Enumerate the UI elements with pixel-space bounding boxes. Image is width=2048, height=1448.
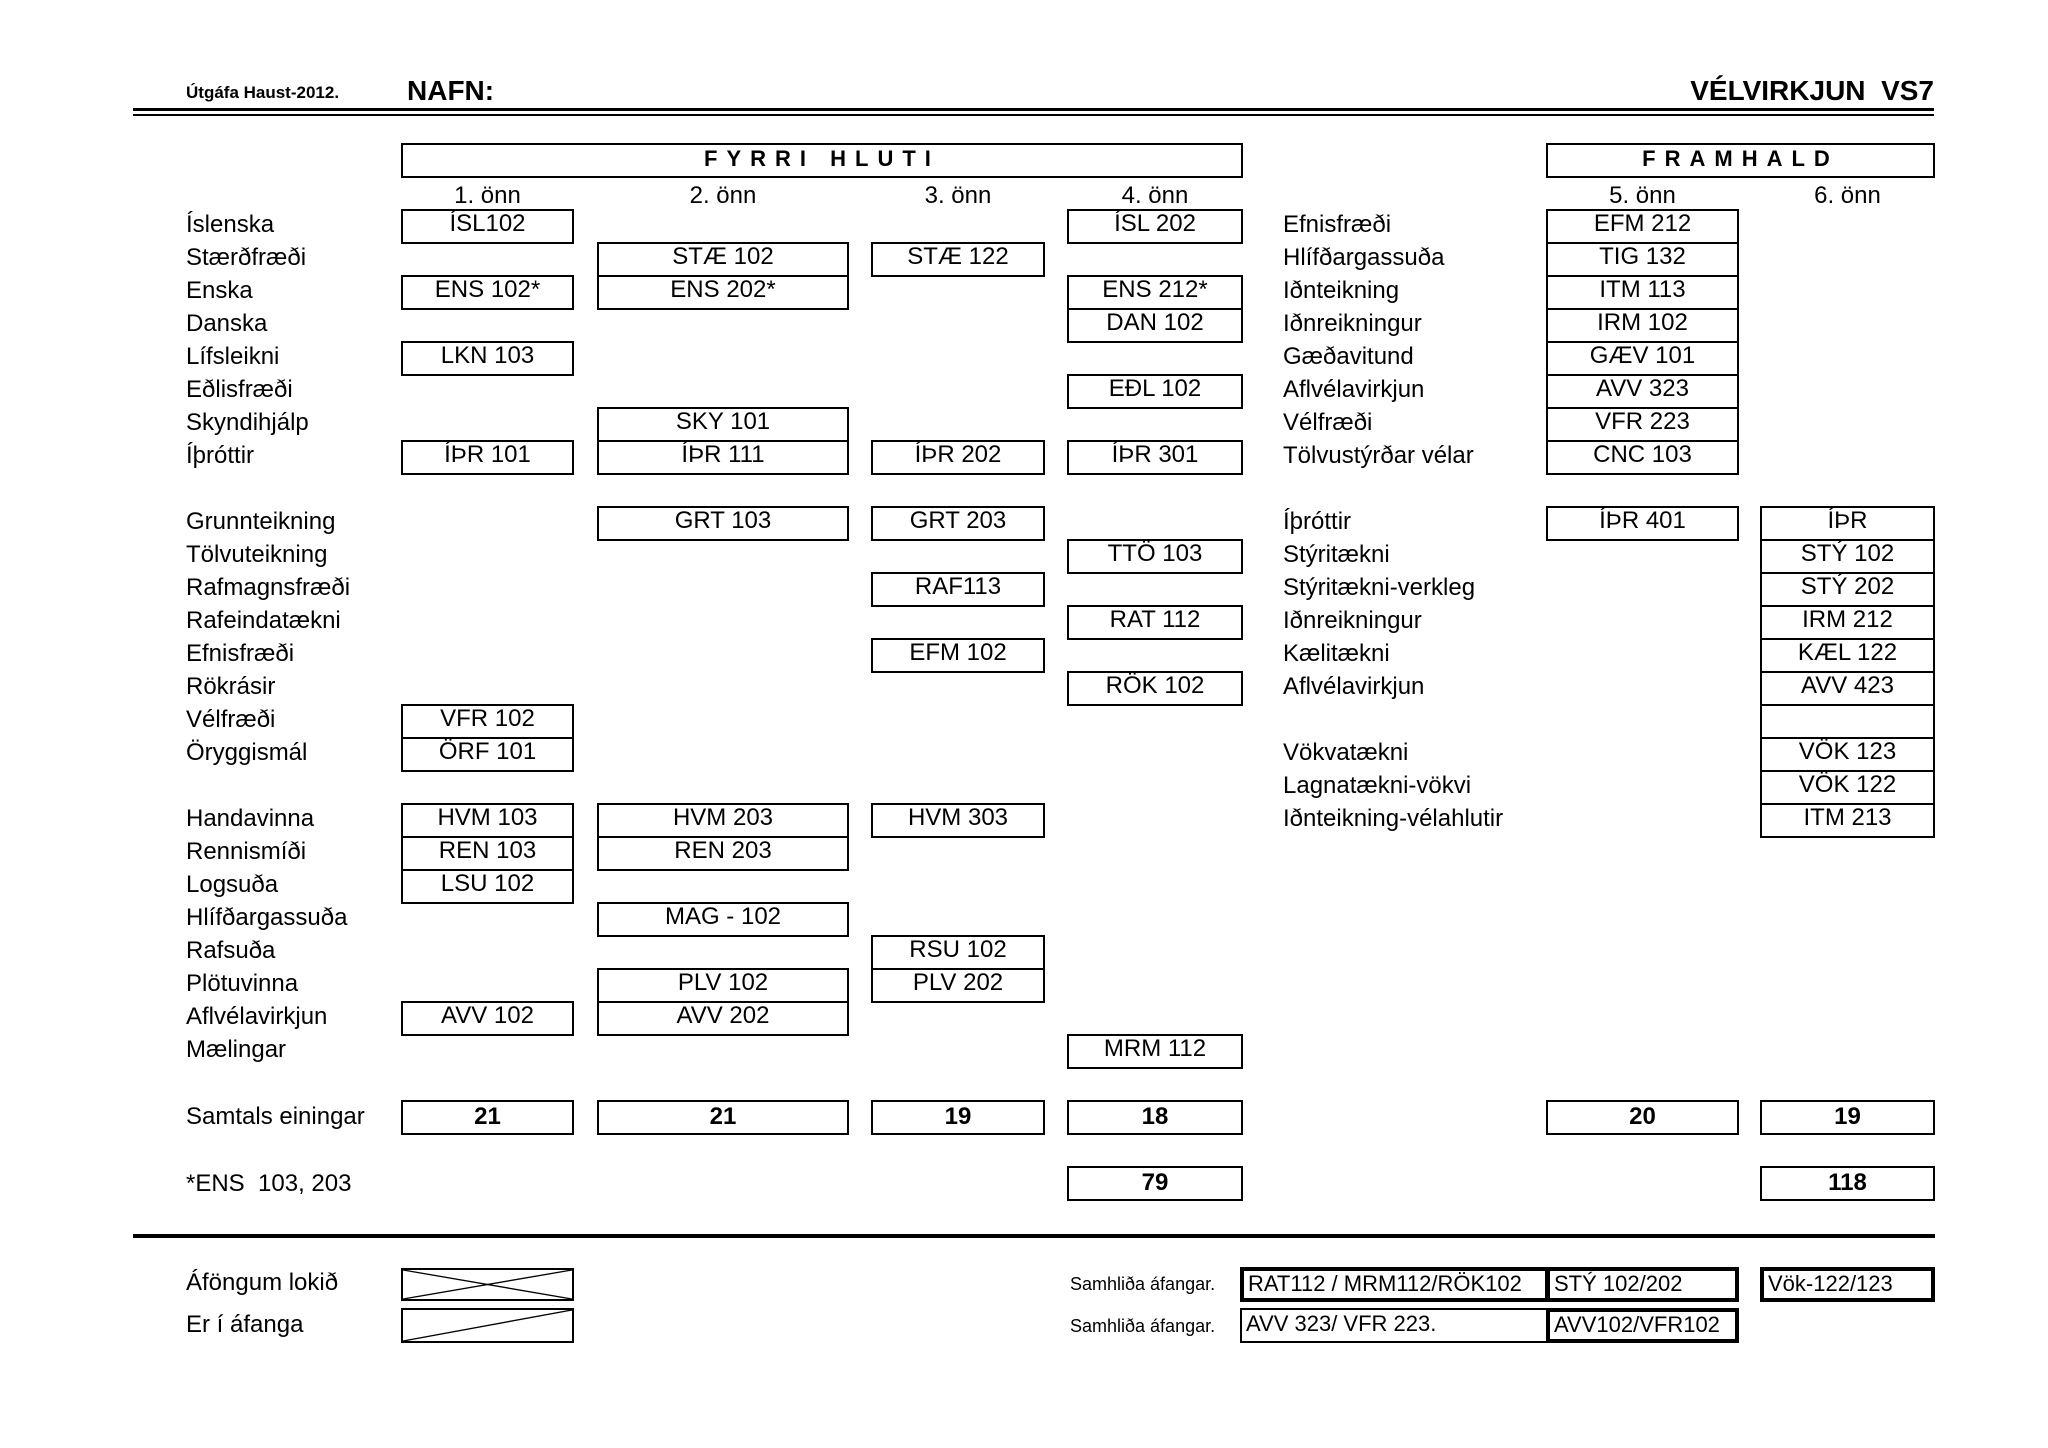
subject-label: Rafeindatækni (186, 607, 341, 634)
course-box: AVV 423 (1760, 671, 1935, 706)
subject-label: Aflvélavirkjun (186, 1003, 328, 1030)
course-box: HVM 303 (871, 803, 1045, 838)
subject-label: Iðnreikningur (1283, 607, 1422, 634)
semester-label: 3. önn (924, 182, 992, 209)
course-box: ÍÞR 401 (1546, 506, 1739, 541)
course-box: EFM 212 (1546, 209, 1739, 244)
slash-icon (403, 1310, 572, 1341)
course-box: REN 203 (597, 836, 849, 871)
subject-label: Hlífðargassuða (186, 904, 348, 931)
course-box: ITM 113 (1546, 275, 1739, 310)
subject-label: Íþróttir (1283, 508, 1352, 535)
course-box: STÝ 202 (1760, 572, 1935, 607)
parallel-box: AVV102/VFR102 (1546, 1308, 1739, 1343)
subject-label: Plötuvinna (186, 970, 299, 997)
course-box: GRT 103 (597, 506, 849, 541)
course-box: KÆL 122 (1760, 638, 1935, 673)
parallel-box: AVV 323/ VFR 223. (1240, 1308, 1549, 1343)
course-box: ÍÞR 101 (401, 440, 574, 475)
subject-label: Enska (186, 277, 253, 304)
semester-label: 2. önn (689, 182, 757, 209)
course-box: IRM 212 (1760, 605, 1935, 640)
subject-label: Logsuða (186, 871, 279, 898)
edition-label: Útgáfa Haust-2012. (186, 83, 340, 102)
course-box: ENS 102* (401, 275, 574, 310)
course-box: ÍSL102 (401, 209, 574, 244)
legend-in-progress-box (401, 1308, 574, 1343)
course-box: STÆ 122 (871, 242, 1045, 277)
course-box: PLV 202 (871, 968, 1045, 1003)
parallel-box: Vök-122/123 (1760, 1267, 1935, 1302)
course-box: LKN 103 (401, 341, 574, 376)
section-header-first-part: FYRRI HLUTI (401, 143, 1243, 178)
course-box: EÐL 102 (1067, 374, 1243, 409)
subject-label: Aflvélavirkjun (1283, 673, 1425, 700)
subject-label: Kælitækni (1283, 640, 1390, 667)
course-box: GÆV 101 (1546, 341, 1739, 376)
semester-label: 5. önn (1609, 182, 1676, 209)
course-box: STÝ 102 (1760, 539, 1935, 574)
cumulative-total-6: 118 (1760, 1166, 1935, 1201)
course-box: PLV 102 (597, 968, 849, 1003)
course-box: TTÖ 103 (1067, 539, 1243, 574)
total-box: 19 (871, 1100, 1045, 1135)
subject-label: Vélfræði (1283, 409, 1373, 436)
total-box: 18 (1067, 1100, 1243, 1135)
course-box: ITM 213 (1760, 803, 1935, 838)
course-box: SKY 101 (597, 407, 849, 442)
subject-label: Rafsuða (186, 937, 276, 964)
cumulative-total-4: 79 (1067, 1166, 1243, 1201)
total-box: 19 (1760, 1100, 1935, 1135)
course-box: VFR 102 (401, 704, 574, 739)
subject-label: Aflvélavirkjun (1283, 376, 1425, 403)
subject-label: Hlífðargassuða (1283, 244, 1445, 271)
course-box: ÍÞR 301 (1067, 440, 1243, 475)
course-box: ENS 202* (597, 275, 849, 310)
course-box: HVM 203 (597, 803, 849, 838)
subject-label: Rafmagnsfræði (186, 574, 351, 601)
subject-label: Stýritækni-verkleg (1283, 574, 1476, 601)
course-box: VÖK 123 (1760, 737, 1935, 772)
header-rule-thin (133, 114, 1934, 116)
course-box: RAT 112 (1067, 605, 1243, 640)
subject-label: Grunnteikning (186, 508, 336, 535)
header-rule-thick (133, 108, 1934, 111)
subject-label: Mælingar (186, 1036, 287, 1063)
legend-in-progress-label: Er í áfanga (186, 1311, 304, 1338)
total-box: 21 (597, 1100, 849, 1135)
course-box: ÖRF 101 (401, 737, 574, 772)
course-box: RÖK 102 (1067, 671, 1243, 706)
course-box: VÖK 122 (1760, 770, 1935, 805)
total-box: 20 (1546, 1100, 1739, 1135)
subject-label: Eðlisfræði (186, 376, 293, 403)
parallel-box: RAT112 / MRM112/RÖK102 (1240, 1267, 1549, 1302)
course-box: ÍSL 202 (1067, 209, 1243, 244)
subject-label: Iðnteikning-vélahlutir (1283, 805, 1504, 832)
subject-label: Skyndihjálp (186, 409, 309, 436)
course-box: HVM 103 (401, 803, 574, 838)
course-box: AVV 323 (1546, 374, 1739, 409)
subject-label: Vökvatækni (1283, 739, 1409, 766)
course-box: REN 103 (401, 836, 574, 871)
semester-label: 6. önn (1814, 182, 1881, 209)
subject-label: Vélfræði (186, 706, 276, 733)
semester-label: 4. önn (1121, 182, 1189, 209)
subject-label: Efnisfræði (186, 640, 295, 667)
course-box-empty (1760, 704, 1935, 739)
subject-label: Stærðfræði (186, 244, 307, 271)
parallel-box: STÝ 102/202 (1546, 1267, 1739, 1302)
course-box: MAG - 102 (597, 902, 849, 937)
course-box: AVV 202 (597, 1001, 849, 1036)
course-box: ÍÞR 111 (597, 440, 849, 475)
course-box: RSU 102 (871, 935, 1045, 970)
course-box: IRM 102 (1546, 308, 1739, 343)
course-box: GRT 203 (871, 506, 1045, 541)
course-box: TIG 132 (1546, 242, 1739, 277)
totals-label: Samtals einingar (186, 1103, 365, 1130)
course-box: EFM 102 (871, 638, 1045, 673)
subject-label: Tölvuteikning (186, 541, 328, 568)
footer-rule (133, 1234, 1935, 1238)
subject-label: Tölvustýrðar vélar (1283, 442, 1474, 469)
section-header-continuation: FRAMHALD (1546, 143, 1935, 178)
legend-completed-label: Áföngum lokið (186, 1269, 339, 1296)
subject-label: Rennismíði (186, 838, 307, 865)
course-box: ÍÞR 202 (871, 440, 1045, 475)
semester-label: 1. önn (454, 182, 521, 209)
cross-icon (403, 1270, 572, 1299)
course-box: AVV 102 (401, 1001, 574, 1036)
course-box: ENS 212* (1067, 275, 1243, 310)
footnote: *ENS 103, 203 (186, 1170, 352, 1197)
course-box: RAF113 (871, 572, 1045, 607)
course-box: MRM 112 (1067, 1034, 1243, 1069)
program-title: VÉLVIRKJUN VS7 (1690, 75, 1934, 106)
subject-label: Rökrásir (186, 673, 276, 700)
subject-label: Lífsleikni (186, 343, 280, 370)
subject-label: Gæðavitund (1283, 343, 1414, 370)
subject-label: Iðnteikning (1283, 277, 1400, 304)
subject-label: Handavinna (186, 805, 315, 832)
total-box: 21 (401, 1100, 574, 1135)
subject-label: Íþróttir (186, 442, 255, 469)
name-label: NAFN: (407, 75, 495, 106)
subject-label: Lagnatækni-vökvi (1283, 772, 1472, 799)
subject-label: Efnisfræði (1283, 211, 1392, 238)
course-box: STÆ 102 (597, 242, 849, 277)
parallel-label: Samhliða áfangar. (1070, 1316, 1216, 1336)
subject-label: Íslenska (186, 211, 275, 238)
course-box: ÍÞR (1760, 506, 1935, 541)
subject-label: Iðnreikningur (1283, 310, 1422, 337)
course-box: DAN 102 (1067, 308, 1243, 343)
subject-label: Danska (186, 310, 268, 337)
course-box: LSU 102 (401, 869, 574, 904)
course-box: CNC 103 (1546, 440, 1739, 475)
parallel-label: Samhliða áfangar. (1070, 1274, 1216, 1294)
subject-label: Stýritækni (1283, 541, 1390, 568)
course-box: VFR 223 (1546, 407, 1739, 442)
legend-completed-box (401, 1268, 574, 1301)
subject-label: Öryggismál (186, 739, 308, 766)
